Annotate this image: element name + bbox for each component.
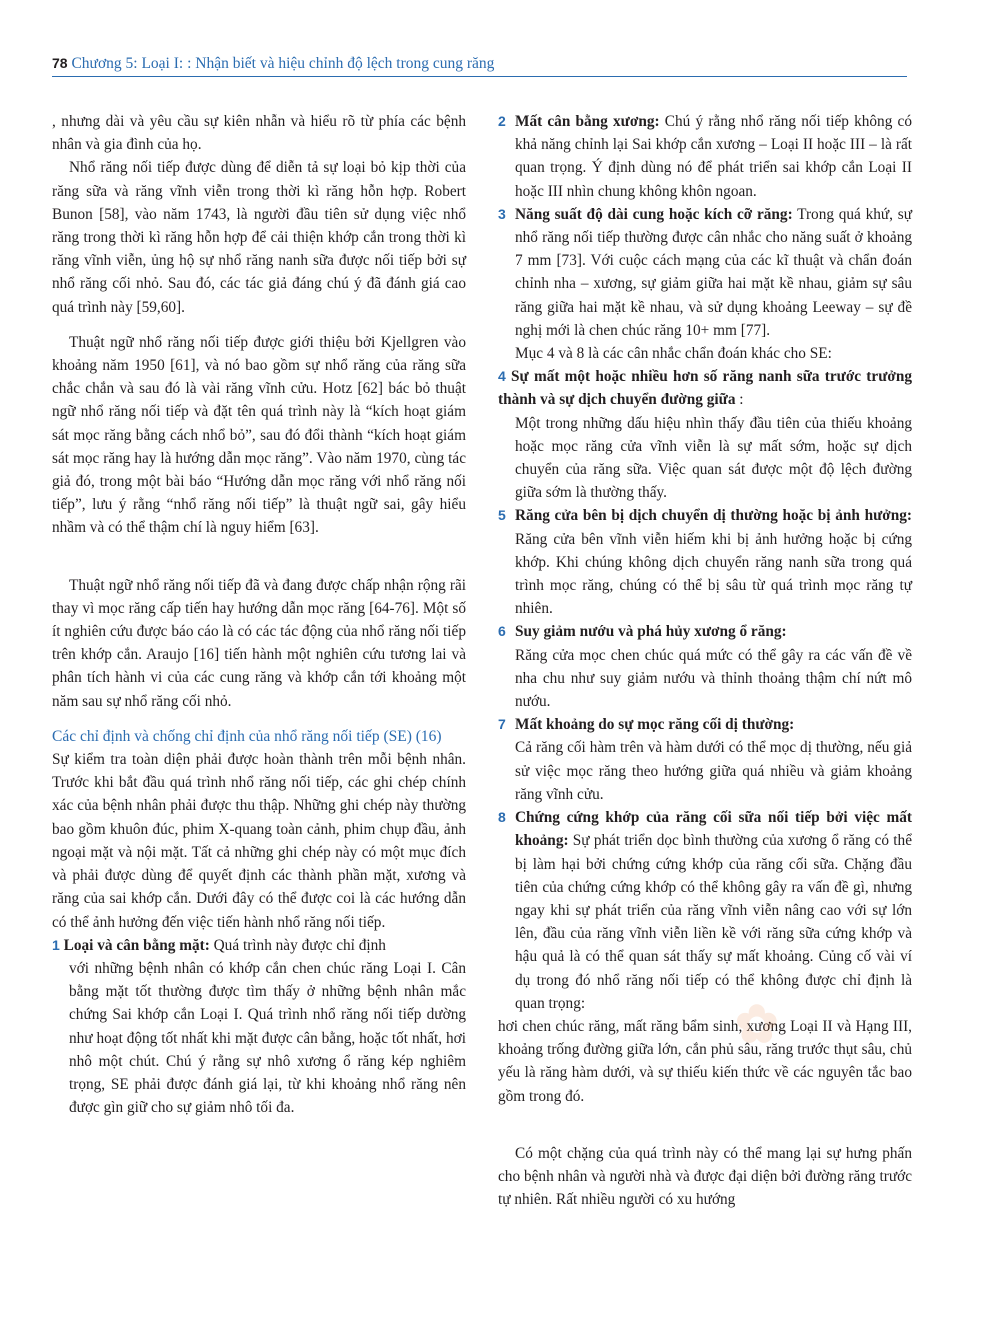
list-item: [498, 713, 912, 736]
list-item-continuation: Răng cửa mọc chen chúc quá mức có thể gây ra các vấn đề về nha chu như suy giảm nướu và thỉnh thoảng thậm chí nứt mô nướu.: [515, 646, 912, 711]
item-keyword: Suy giảm nướu và phá hủy xương ổ răng:: [515, 623, 787, 641]
item-text: Răng cửa bên vĩnh viễn hiếm khi bị ảnh hưởng hoặc bị cứng khớp. Khi chúng không dịch chuyển răng nanh sữa trong quá trình mọc răng, chúng có thể bị sâu từ quá trình mọc răng tự nhiên.: [515, 530, 912, 618]
list-item: [498, 110, 912, 203]
list-item: [498, 806, 912, 1015]
paragraph: , nhưng dài và yêu cầu sự kiên nhẫn và hiểu rõ từ phía các bệnh nhân và gia đình của họ.: [52, 113, 466, 154]
item-number: 5: [498, 507, 506, 524]
item-number: 3: [498, 205, 506, 222]
running-header: [52, 53, 907, 74]
page-number: 78: [52, 55, 68, 71]
item-text: Quá trình này được chỉ định: [209, 936, 386, 954]
paragraph: Thuật ngữ nhổ răng nối tiếp được giới thiệu bởi Kjellgren vào khoảng năm 1950 [61], và nó bao gồm sự nhổ răng của răng sữa chắc chắn và sau đó là vài răng vĩnh cửu. Hotz [62] bác bỏ thuật ngữ nhổ răng nối tiếp và đặt tên quá trình này là “kích hoạt giám sát mọc răng bằng cách nhổ bỏ”, sau đó đổi thành “kích hoạt giám sát mọc răng hay là hướng dẫn mọc răng”. Vào năm 1970, cùng tác giả đó, trong một bài báo “Hướng dẫn mọc răng với nhổ răng nối tiếp”, lưu ý rằng “nhổ răng nối tiếp” là thuật ngữ sai, gây hiểu nhầm và có thể thậm chí là nguy hiểm [63].: [52, 333, 466, 537]
item-text: Trong quá khứ, sự nhổ răng nối tiếp thường được cân nhắc cho năng suất ở khoảng 7 mm [73]. Với cuộc cách mạng của các kĩ thuật và chẩn đoán chỉnh nha – xương, sự giảm giữa hai mặt kề nhau, giảm sự sâu răng giữa hai mặt kề nhau, và sử dụng khoảng Leeway – sự đề nghị mới là chen chúc răng 10+ mm [77].: [515, 205, 913, 339]
left-column: [52, 110, 466, 1119]
paragraph: Có một chặng của quá trình này có thể mang lại sự hưng phấn cho bệnh nhân và người nhà và được đại diện bởi đường răng trước tự nhiên. Rất nhiều người có xu hướng: [498, 1144, 912, 1209]
item-keyword: Mất khoảng do sự mọc răng cối dị thường:: [515, 716, 795, 734]
paragraph: Thuật ngữ nhổ răng nối tiếp đã và đang được chấp nhận rộng rãi thay vì mọc răng cấp tiến hay hướng dẫn mọc răng [64-76]. Một số ít nghiên cứu được báo cáo là có các tác động của nhổ răng nối tiếp trên khớp cắn. Araujo [16] tiến hành một nghiên cứu tương lai và phân tích hành vi của các cung răng và khớp cắn tới khoảng một năm sau sự nhổ răng cối nhỏ.: [52, 576, 466, 710]
item-number: 4: [498, 368, 506, 385]
item-number: 1: [52, 936, 60, 953]
list-item: [498, 365, 912, 411]
note-text: Mục 4 và 8 là các cân nhắc chẩn đoán khác cho SE:: [515, 345, 832, 363]
paragraph: Sự kiểm tra toàn diện phải được hoàn thành trên mỗi bệnh nhân. Trước khi bắt đầu quá trình nhổ răng nối tiếp, các ghi chép chính xác của bệnh nhân phải được thu thập. Những ghi chép này thường bao gồm khuôn đúc, phim X-quang toàn cảnh, phim chụp đầu, ảnh ngoại mặt và nội mặt. Tất cả những ghi chép này có một mục đích và phải được dùng để quyết định các thành phần mặt, xương và răng của sai khớp cắn. Dưới đây có thể được coi là các hướng dẫn có thể ảnh hưởng đến việc tiến hành nhổ răng nối tiếp.: [52, 751, 466, 931]
watermark-logo: ✿: [735, 996, 779, 1054]
right-column: [498, 110, 912, 1211]
paragraph-spacer: [52, 540, 466, 574]
item-number: 6: [498, 623, 506, 640]
list-item: [498, 620, 912, 643]
item-number: 2: [498, 113, 506, 129]
chapter-title: Chương 5: Loại I: : Nhận biết và hiệu chỉnh độ lệch trong cung răng: [71, 55, 495, 72]
item-keyword: Loại và cân bằng mặt:: [63, 936, 210, 954]
item-text: :: [735, 391, 744, 409]
paragraph: hơi chen chúc răng, mất răng bẩm sinh, xương Loại II và Hạng III, khoảng trống đường giữa lớn, cắn phủ sâu, răng trước thụt sâu, chủ yếu là răng hàm dưới, và sự thiếu kiến thức về các nguyên tắc bao gồm trong đó.: [498, 1017, 912, 1105]
item-keyword: Răng cửa bên bị dịch chuyển dị thường hoặc bị ảnh hưởng:: [515, 507, 912, 525]
item-keyword: Năng suất độ dài cung hoặc kích cỡ răng:: [515, 205, 793, 223]
list-item: [498, 203, 912, 342]
item-keyword: Mất cân bằng xương:: [515, 113, 660, 130]
item-text: Sự phát triển dọc bình thường của xương ổ răng có thể bị làm hại bởi chứng cứng khớp của răng cối sữa. Chặng đầu tiên của chứng cứng khớp có thể không gây ra vấn đề gì, nhưng ngay khi sự phát triển của răng vĩnh viễn nâng cao với sự lớn lên, đầu của răng vĩnh viễn liền kề với răng sữa cứng khớp và hậu quả là có thể quan sát thấy sự mất khoảng. Củng cố vài ví dụ trong đó nhổ răng nối tiếp có thể không được chỉ định là quan trọng:: [515, 832, 912, 1012]
paragraph-spacer: [498, 1108, 912, 1142]
list-item-continuation: với những bệnh nhân có khớp cắn chen chúc răng Loại I. Cân bằng mặt tốt thường được tìm thấy ở những bệnh nhân mắc chứng Sai khớp cắn Loại I. Quá trình nhổ răng nối tiếp dường như hoạt động tốt nhất khi mặt được cân bằng, hoặc tốt nhất, hơi nhô một chút. Chú ý rằng sự nhô xương ổ răng kép nghiêm trọng, SE phải được đánh giá lại, từ khi khoảng nhổ răng nên được gìn giữ cho sự giảm nhô tối đa.: [69, 959, 466, 1117]
item-number: 7: [498, 716, 506, 733]
item-keyword: Sự mất một hoặc nhiều hơn số răng nanh sữa trước trưởng thành và sự dịch chuyển đường giữa: [498, 368, 912, 409]
list-item: [498, 504, 912, 620]
list-item-continuation: Một trong những dấu hiệu nhìn thấy đầu tiên của thiếu khoảng hoặc mọc răng cửa vĩnh viễn là sự mất sớm, hoặc sự dịch chuyển của răng sữa. Việc quan sát được một độ lệch đường giữa sớm là thường thấy.: [515, 414, 912, 502]
header-rule: [52, 76, 907, 77]
item-text: Chú ý rằng nhổ răng nối tiếp không có khả năng chỉnh lại Sai khớp cắn xương – Loại II hoặc III – là rất quan trọng. Ý định dùng nó để phát triển sai khớp cắn Loại II hoặc III nhìn chung không khôn ngoan.: [515, 113, 912, 200]
paragraph-spacer: [52, 319, 466, 331]
paragraph: Nhổ răng nối tiếp được dùng để diễn tả sự loại bỏ kịp thời của răng sữa và răng vĩnh viễn trong thời kì răng hỗn hợp. Robert Bunon [58], vào năm 1743, là người đầu tiên sử dụng việc nhổ răng trong thời kì răng hỗn hợp để cải thiện khớp cắn trong thời kì răng vĩnh viễn, ủng hộ sự nhổ răng nanh sữa được nối tiếp bởi sự nhổ răng cối nhỏ. Sau đó, các tác giả đáng chú ý đã đánh giá cao quá trình này [59,60].: [52, 159, 466, 316]
item-keyword: Chứng cứng khớp của răng cối sữa nối tiếp bởi việc mất khoảng:: [515, 809, 912, 850]
section-heading: Các chỉ định và chống chỉ định của nhổ răng nối tiếp (SE) (16): [52, 727, 442, 745]
list-item: [52, 934, 466, 957]
item-number: 8: [498, 809, 506, 826]
paragraph-spacer: [52, 713, 466, 725]
list-item-continuation: Cả răng cối hàm trên và hàm dưới có thể mọc dị thường, nếu giả sử việc mọc răng theo hướng giữa quá nhiều và giảm khoảng răng vĩnh cửu.: [515, 739, 912, 803]
